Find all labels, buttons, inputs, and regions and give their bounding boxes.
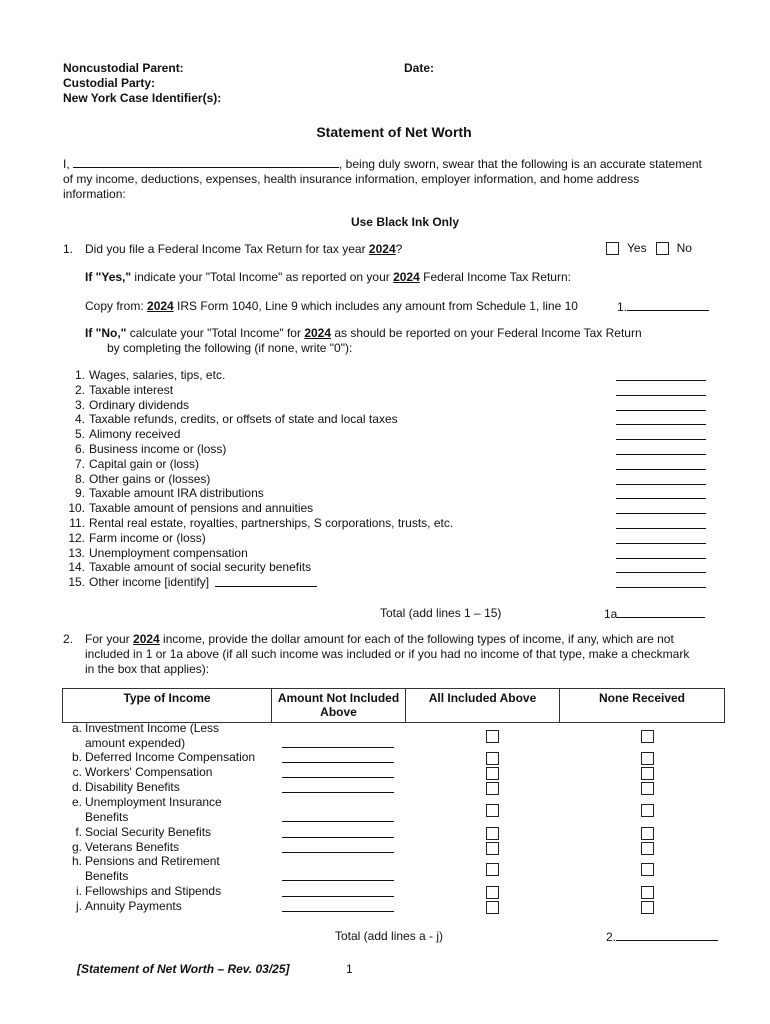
q2-question: For your 2024 income, provide the dollar amount for each of the following types of income, if any, which are not included in 1 or 1a above (if all such income was included or if you had no income of that type, make a checkmark in the box that applies): bbox=[85, 632, 690, 676]
col-all-included: All Included Above bbox=[406, 689, 560, 723]
item-label: Ordinary dividends bbox=[89, 397, 190, 412]
amount-not-included-blank[interactable] bbox=[282, 841, 394, 853]
income-type-row bbox=[66, 795, 260, 824]
item-amount-blank[interactable] bbox=[616, 399, 706, 411]
all-included-checkbox[interactable] bbox=[486, 827, 499, 840]
if-yes-instruction: If "Yes," indicate your "Total Income" as reported on your 2024 Federal Income Tax Return: bbox=[85, 270, 571, 284]
amount-not-included-blank[interactable] bbox=[282, 810, 394, 822]
item-label: Taxable amount IRA distributions bbox=[89, 486, 264, 501]
row-label bbox=[85, 721, 260, 750]
q1-yes-no bbox=[606, 241, 692, 255]
copy-from-line: Copy from: 2024 IRS Form 1040, Line 9 which includes any amount from Schedule 1, line 10 bbox=[85, 299, 578, 313]
row-label-line: Investment Income (Less bbox=[85, 721, 220, 735]
row-label-line: Pensions and Retirement bbox=[85, 854, 220, 868]
item-number: 8. bbox=[74, 471, 85, 486]
item-amount-blank[interactable] bbox=[616, 384, 706, 396]
row-label bbox=[85, 825, 260, 840]
income-item-7 bbox=[63, 457, 713, 472]
custodial-party-label: Custodial Party: bbox=[63, 76, 156, 90]
amount-not-included-blank[interactable] bbox=[282, 751, 394, 763]
col-amount-not-included: Amount Not Included Above bbox=[272, 689, 406, 723]
income-type-row bbox=[66, 884, 260, 899]
row-label-line: Benefits bbox=[85, 809, 129, 824]
income-item-9 bbox=[63, 486, 713, 501]
item-label: Business income or (loss) bbox=[89, 441, 227, 456]
item-amount-blank[interactable] bbox=[616, 487, 706, 499]
item-number: 15. bbox=[68, 575, 85, 590]
item-number: 1. bbox=[74, 368, 85, 382]
row-letter: b. bbox=[71, 750, 82, 764]
item-label: Capital gain or (loss) bbox=[89, 456, 200, 471]
none-received-checkbox[interactable] bbox=[641, 804, 654, 817]
row-label-line: Veterans Benefits bbox=[85, 840, 180, 854]
item-amount-blank[interactable] bbox=[616, 458, 706, 470]
item-label: Alimony received bbox=[89, 427, 181, 442]
income-type-row bbox=[66, 840, 260, 855]
none-received-checkbox[interactable] bbox=[641, 730, 654, 743]
item-label: Unemployment compensation bbox=[89, 545, 248, 560]
row-label-line: Disability Benefits bbox=[85, 780, 180, 794]
row-letter: g. bbox=[71, 840, 82, 854]
q2-number: 2. bbox=[63, 632, 74, 646]
line-1-blank[interactable] bbox=[627, 299, 709, 311]
item-number: 5. bbox=[74, 427, 85, 442]
no-checkbox[interactable] bbox=[656, 242, 669, 255]
none-received-checkbox[interactable] bbox=[641, 886, 654, 899]
item-label: Taxable amount of social security benefits bbox=[89, 560, 312, 575]
none-received-checkbox[interactable] bbox=[641, 782, 654, 795]
income-item-4 bbox=[63, 412, 713, 427]
if-no-instruction: If "No," calculate your "Total Income" for 2024 as should be reported on your Federal Income Tax Return by completing the following (if none, write "0"): bbox=[85, 326, 642, 355]
item-number: 9. bbox=[74, 486, 85, 501]
noncustodial-parent-label: Noncustodial Parent: bbox=[63, 61, 184, 75]
q1-number: 1. bbox=[63, 242, 74, 256]
item-amount-blank[interactable] bbox=[616, 561, 706, 573]
amount-not-included-blank[interactable] bbox=[282, 885, 394, 897]
income-type-row bbox=[66, 825, 260, 840]
ink-note: Use Black Ink Only bbox=[350, 215, 460, 229]
income-item-13 bbox=[63, 546, 713, 561]
income-item-2 bbox=[63, 383, 713, 398]
all-included-checkbox[interactable] bbox=[486, 842, 499, 855]
date-label: Date: bbox=[404, 61, 435, 75]
q1-question: Did you file a Federal Income Tax Return for tax year 2024? bbox=[85, 242, 403, 256]
row-label bbox=[85, 765, 260, 780]
none-received-checkbox[interactable] bbox=[641, 767, 654, 780]
row-letter: f. bbox=[75, 825, 82, 839]
income-type-row bbox=[66, 780, 260, 795]
none-received-checkbox[interactable] bbox=[641, 827, 654, 840]
all-included-checkbox[interactable] bbox=[486, 886, 499, 899]
income-items-list bbox=[63, 368, 713, 590]
item-amount-blank[interactable] bbox=[616, 428, 706, 440]
page-title: Statement of Net Worth bbox=[316, 124, 472, 140]
income-type-row bbox=[66, 750, 260, 765]
item-label: Wages, salaries, tips, etc. bbox=[89, 368, 226, 382]
item-amount-blank[interactable] bbox=[616, 517, 706, 529]
item-label: Taxable interest bbox=[89, 382, 174, 397]
all-included-checkbox[interactable] bbox=[486, 804, 499, 817]
form-header bbox=[63, 61, 221, 106]
identify-blank[interactable] bbox=[215, 575, 317, 587]
income-item-12 bbox=[63, 531, 713, 546]
item-number: 3. bbox=[74, 397, 85, 412]
income-item-15 bbox=[63, 575, 713, 590]
item-label: Taxable refunds, credits, or offsets of state and local taxes bbox=[89, 412, 398, 427]
none-received-checkbox[interactable] bbox=[641, 752, 654, 765]
income-item-11 bbox=[63, 516, 713, 531]
row-label bbox=[85, 884, 260, 899]
total-2-field: 2. bbox=[606, 929, 718, 944]
all-included-checkbox[interactable] bbox=[486, 767, 499, 780]
item-label: Other income [identify] bbox=[89, 575, 210, 590]
item-number: 13. bbox=[68, 545, 85, 560]
all-included-checkbox[interactable] bbox=[486, 782, 499, 795]
total-1a-blank[interactable] bbox=[617, 606, 705, 618]
none-received-checkbox[interactable] bbox=[641, 842, 654, 855]
row-letter: e. bbox=[71, 795, 82, 809]
none-received-checkbox[interactable] bbox=[641, 863, 654, 876]
amount-not-included-blank[interactable] bbox=[282, 826, 394, 838]
item-label: Other gains or (losses) bbox=[89, 471, 211, 486]
name-blank[interactable] bbox=[73, 156, 339, 168]
income-type-row bbox=[66, 721, 260, 750]
income-item-6 bbox=[63, 442, 713, 457]
amount-not-included-blank[interactable] bbox=[282, 869, 394, 881]
row-label bbox=[85, 795, 260, 824]
item-amount-blank[interactable] bbox=[616, 576, 706, 588]
income-item-14 bbox=[63, 560, 713, 575]
item-label: Taxable amount of pensions and annuities bbox=[89, 501, 314, 516]
item-number: 7. bbox=[74, 456, 85, 471]
row-label bbox=[85, 780, 260, 795]
row-label bbox=[85, 750, 260, 765]
line-1-field: 1. bbox=[617, 299, 709, 314]
all-included-checkbox[interactable] bbox=[486, 730, 499, 743]
all-included-checkbox[interactable] bbox=[486, 863, 499, 876]
amount-not-included-blank[interactable] bbox=[282, 781, 394, 793]
row-letter: h. bbox=[71, 854, 82, 868]
row-label-line: Benefits bbox=[85, 868, 129, 883]
income-type-row bbox=[66, 899, 260, 914]
item-number: 14. bbox=[68, 560, 85, 575]
total-2-blank[interactable] bbox=[616, 929, 718, 941]
page-number: 1 bbox=[346, 962, 353, 976]
yes-checkbox[interactable] bbox=[606, 242, 619, 255]
all-included-checkbox[interactable] bbox=[486, 901, 499, 914]
row-letter: j. bbox=[76, 899, 82, 913]
row-label bbox=[85, 840, 260, 855]
item-number: 12. bbox=[68, 530, 85, 545]
row-label bbox=[85, 899, 260, 914]
item-amount-blank[interactable] bbox=[616, 547, 706, 559]
total-1a-label: Total (add lines 1 – 15) bbox=[380, 606, 502, 620]
item-number: 6. bbox=[74, 441, 85, 456]
case-identifier-label: New York Case Identifier(s): bbox=[63, 91, 222, 105]
income-type-row bbox=[66, 765, 260, 780]
income-type-row bbox=[66, 854, 260, 883]
amount-not-included-blank[interactable] bbox=[282, 766, 394, 778]
row-letter: i. bbox=[76, 884, 82, 898]
item-amount-blank[interactable] bbox=[616, 502, 706, 514]
col-type-of-income: Type of Income bbox=[63, 689, 272, 723]
col-none-received: None Received bbox=[560, 689, 725, 723]
row-label-line: Workers' Compensation bbox=[85, 765, 213, 779]
amount-not-included-blank[interactable] bbox=[282, 900, 394, 912]
row-label-line: Annuity Payments bbox=[85, 899, 182, 913]
row-letter: a. bbox=[71, 721, 82, 735]
item-number: 2. bbox=[74, 382, 85, 397]
item-amount-blank[interactable] bbox=[616, 369, 706, 381]
total-1a-field: 1a bbox=[604, 606, 705, 621]
income-item-8 bbox=[63, 472, 713, 487]
none-received-checkbox[interactable] bbox=[641, 901, 654, 914]
income-type-table-header bbox=[62, 688, 725, 723]
no-label: No bbox=[676, 241, 692, 255]
sworn-statement: I, , being duly sworn, swear that the following is an accurate statement of my income, deductions, expenses, health insurance information, employer information, and home address information: bbox=[63, 157, 702, 201]
item-amount-blank[interactable] bbox=[616, 532, 706, 544]
total-2-label: Total (add lines a - j) bbox=[335, 929, 444, 943]
row-label-line: Unemployment Insurance bbox=[85, 795, 222, 809]
item-amount-blank[interactable] bbox=[616, 473, 706, 485]
item-number: 11. bbox=[69, 515, 85, 530]
row-letter: c. bbox=[72, 765, 82, 779]
item-amount-blank[interactable] bbox=[616, 443, 706, 455]
item-amount-blank[interactable] bbox=[616, 413, 706, 425]
item-number: 4. bbox=[74, 412, 85, 427]
all-included-checkbox[interactable] bbox=[486, 752, 499, 765]
row-label-line: Fellowships and Stipends bbox=[85, 884, 222, 898]
yes-label: Yes bbox=[627, 241, 647, 255]
row-label-line: Deferred Income Compensation bbox=[85, 750, 256, 764]
row-letter: d. bbox=[71, 780, 82, 794]
item-number: 10. bbox=[68, 501, 85, 516]
row-label-line: amount expended) bbox=[85, 735, 186, 750]
income-item-3 bbox=[63, 398, 713, 413]
amount-not-included-blank[interactable] bbox=[282, 736, 394, 748]
income-item-10 bbox=[63, 501, 713, 516]
row-label bbox=[85, 854, 260, 883]
item-label: Farm income or (loss) bbox=[89, 530, 206, 545]
income-item-1 bbox=[63, 368, 713, 383]
row-label-line: Social Security Benefits bbox=[85, 825, 212, 839]
item-label: Rental real estate, royalties, partnerships, S corporations, trusts, etc. bbox=[89, 515, 454, 530]
form-name-footer: [Statement of Net Worth – Rev. 03/25] bbox=[77, 962, 290, 976]
income-item-5 bbox=[63, 427, 713, 442]
